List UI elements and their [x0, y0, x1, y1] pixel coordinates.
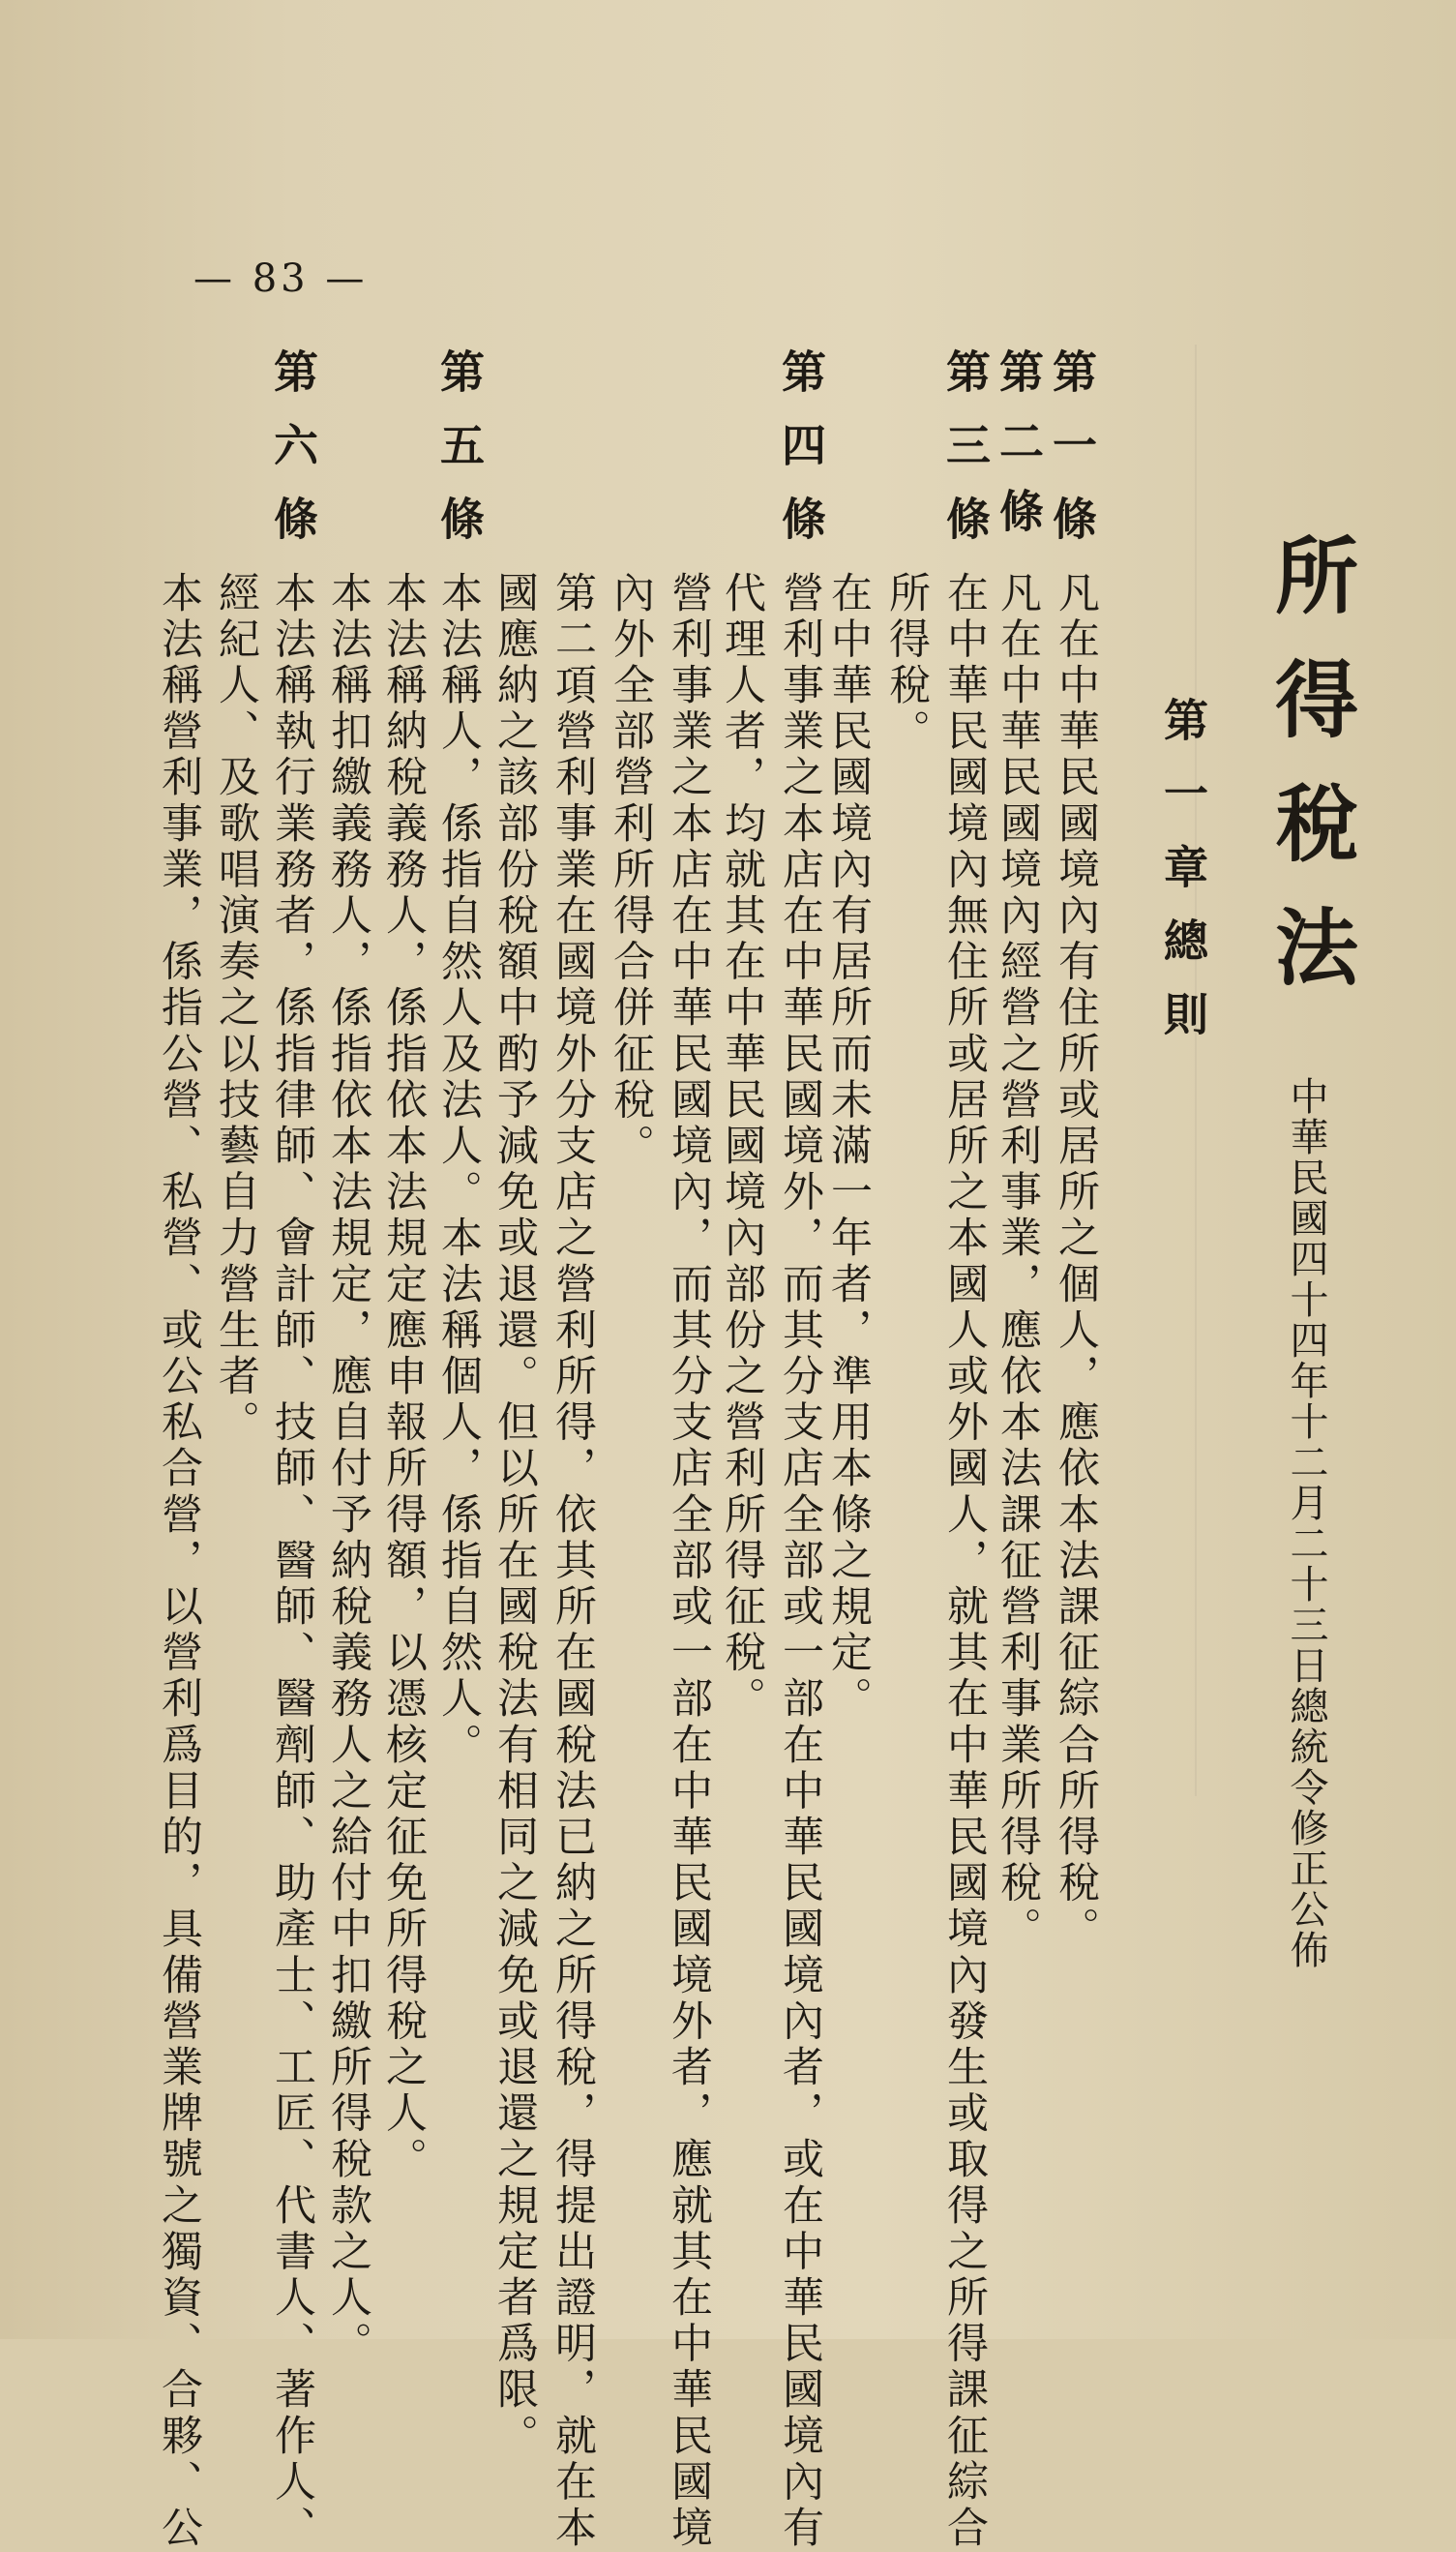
article-text: 凡在中華民國境內經營之營利事業，應依本法課征營利事業所得稅。 [994, 571, 1042, 1953]
article-text: 本法稱執行業務者，係指律師、會計師、技師、醫師、醫劑師、助產士、工匠、代書人、著作人、 [268, 571, 316, 2552]
article-text: 本法稱人，係指自然人及法人。本法稱個人，係指自然人。 [434, 571, 483, 1769]
article-text: 本法稱扣繳義務人，係指依本法規定，應自付予納稅義務人之給付中扣繳所得稅款之人。 [324, 571, 372, 2368]
article-label: 第五條 [433, 348, 486, 569]
article-text: 所得稅。 [882, 571, 931, 756]
article-text: 經紀人、及歌唱演奏之以技藝自力營生者。 [212, 571, 260, 1447]
article-text: 代理人者，均就其在中華民國境內部份之營利所得征稅。 [718, 571, 766, 1723]
article-text: 營利事業之本店在中華民國境外，而其分支店全部或一部在中華民國境內者，或在中華民國境內有 [776, 571, 824, 2552]
article-text: 在中華民國境內有居所而未滿一年者，準用本條之規定。 [824, 571, 873, 1723]
article-text: 本法稱納稅義務人，係指依本法規定應申報所得額，以憑核定征免所得稅之人。 [379, 571, 428, 2183]
promulgation-note: 中華民國四十四年十二月二十三日總統令修正公佈 [1284, 1076, 1328, 1970]
article-label: 第二條 [993, 348, 1045, 557]
article-text: 內外全部營利所得合併征稅。 [607, 571, 655, 1170]
article-text: 本法稱營利事業，係指公營、私營、或公私合營，以營利爲目的，具備營業牌號之獨資、合夥、公 [155, 571, 203, 2552]
document-title: 所得稅法 [1261, 532, 1358, 1028]
article-text: 營利事業之本店在中華民國境內，而其分支店全部或一部在中華民國境外者，應就其在中華民國境 [665, 571, 713, 2552]
article-label: 第六條 [267, 348, 319, 569]
article-label: 第一條 [1046, 348, 1098, 569]
article-label: 第四條 [775, 348, 827, 569]
article-text: 在中華民國境內無住所或居所之本國人或外國人，就其在中華民國境內發生或取得之所得課征綜合 [940, 571, 989, 2552]
page-number: — 83 — [193, 256, 369, 301]
article-text: 第二項營利事業在國境外分支店之營利所得，依其所在國稅法已納之所得稅，得提出證明，就在本 [549, 571, 597, 2552]
chapter-heading: 第一章總則 [1157, 697, 1209, 1065]
article-label: 第三條 [939, 348, 992, 569]
column-divider [1195, 345, 1197, 1796]
article-text: 凡在中華民國境內有住所或居所之個人，應依本法課征綜合所得稅。 [1052, 571, 1100, 1953]
article-text: 國應納之該部份稅額中酌予減免或退還。但以所在國稅法有相同之減免或退還之規定者爲限。 [490, 571, 539, 2460]
